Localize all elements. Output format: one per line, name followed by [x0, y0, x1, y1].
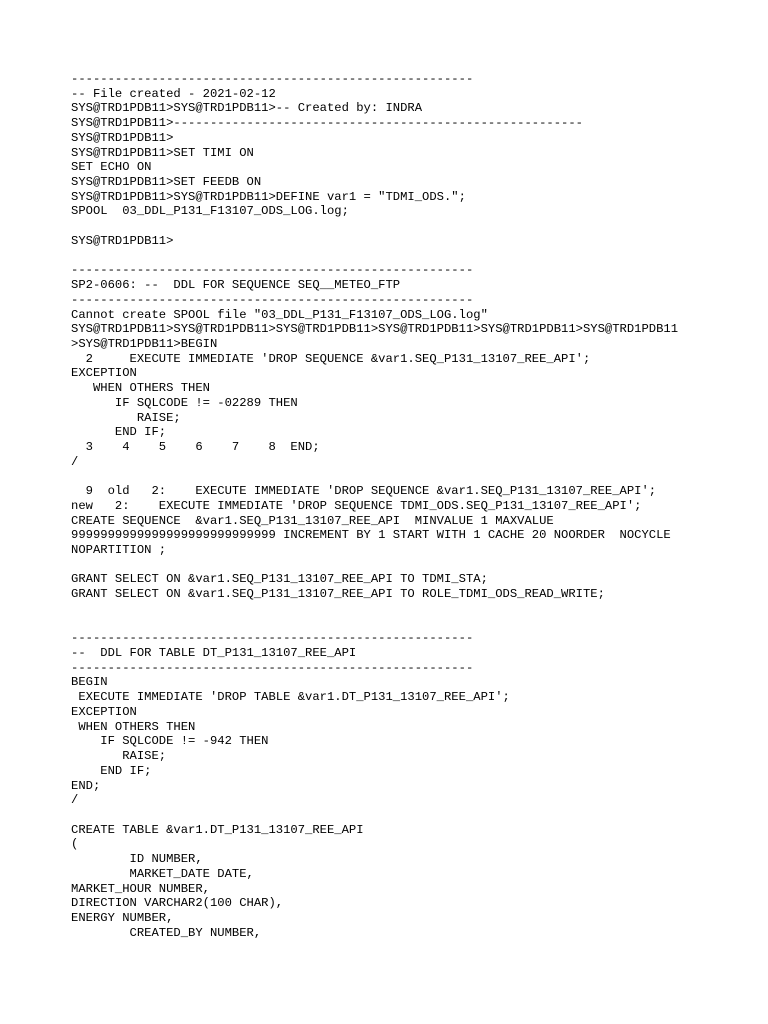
- text-line: NOPARTITION ;: [71, 543, 167, 557]
- text-line: SPOOL 03_DDL_P131_F13107_ODS_LOG.log;: [71, 204, 349, 219]
- text-line: -- File created - 2021-02-12: [71, 86, 276, 101]
- text-line: /: [71, 454, 79, 469]
- text-line: [71, 469, 761, 484]
- document-page: [71, 72, 761, 940]
- text-line: EXCEPTION: [71, 366, 137, 381]
- text-line: SYS@TRD1PDB11>SYS@TRD1PDB11>-- Created by: INDRA: [71, 101, 423, 116]
- text-line: -------------------------------------------------------: [71, 72, 474, 86]
- text-line: MARKET_DATE DATE,: [71, 866, 254, 881]
- text-line: -------------------------------------------------------: [71, 263, 474, 278]
- text-line: -------------------------------------------------------: [71, 292, 474, 307]
- text-line: SYS@TRD1PDB11>SYS@TRD1PDB11>SYS@TRD1PDB11>SYS@TRD1PDB11>SYS@TRD1PDB11>SYS@TRD1PDB11: [71, 322, 679, 337]
- text-line: SYS@TRD1PDB11>: [71, 233, 174, 248]
- text-line: (: [71, 837, 79, 852]
- text-line: 2 EXECUTE IMMEDIATE 'DROP SEQUENCE &var1.SEQ_P131_13107_REE_API';: [71, 351, 591, 366]
- text-line: BEGIN: [71, 675, 108, 690]
- text-line: GRANT SELECT ON &var1.SEQ_P131_13107_REE_API TO TDMI_STA;: [71, 572, 488, 587]
- text-line: ID NUMBER,: [71, 852, 203, 867]
- text-line: [71, 249, 761, 264]
- text-line: >SYS@TRD1PDB11>BEGIN: [71, 336, 218, 351]
- text-line: ENERGY NUMBER,: [71, 910, 174, 925]
- text-line: EXCEPTION: [71, 704, 137, 719]
- text-line: -------------------------------------------------------: [71, 631, 474, 646]
- text-line: 9 old 2: EXECUTE IMMEDIATE 'DROP SEQUENCE &var1.SEQ_P131_13107_REE_API';: [71, 484, 657, 499]
- text-line: -------------------------------------------------------: [71, 660, 474, 675]
- text-line: CREATE TABLE &var1.DT_P131_13107_REE_API: [71, 822, 364, 837]
- text-line: [71, 558, 761, 573]
- text-line: SET ECHO ON: [71, 160, 152, 175]
- text-line: Cannot create SPOOL file "03_DDL_P131_F13107_ODS_LOG.log": [71, 307, 488, 322]
- text-line: CREATED_BY NUMBER,: [71, 925, 262, 940]
- text-line: EXECUTE IMMEDIATE 'DROP TABLE &var1.DT_P131_13107_REE_API';: [71, 690, 510, 705]
- text-line: new 2: EXECUTE IMMEDIATE 'DROP SEQUENCE TDMI_ODS.SEQ_P131_13107_REE_API';: [71, 498, 642, 513]
- text-line: [71, 617, 761, 632]
- text-line: -- DDL FOR TABLE DT_P131_13107_REE_API: [71, 646, 357, 661]
- text-line: RAISE;: [71, 410, 181, 425]
- text-line: /: [71, 793, 79, 808]
- text-line: [71, 602, 761, 617]
- text-line: IF SQLCODE != -02289 THEN: [71, 395, 298, 410]
- text-line: DIRECTION VARCHAR2(100 CHAR),: [71, 896, 284, 911]
- text-line: SYS@TRD1PDB11>--------------------------------------------------------: [71, 116, 583, 131]
- text-line: END IF;: [71, 425, 167, 440]
- text-line: WHEN OTHERS THEN: [71, 381, 210, 396]
- text-line: END;: [71, 778, 101, 793]
- text-line: CREATE SEQUENCE &var1.SEQ_P131_13107_REE_API MINVALUE 1 MAXVALUE: [71, 513, 554, 528]
- text-line: WHEN OTHERS THEN: [71, 719, 196, 734]
- text-line: SYS@TRD1PDB11>SYS@TRD1PDB11>DEFINE var1 = "TDMI_ODS.";: [71, 189, 466, 204]
- text-line: IF SQLCODE != -942 THEN: [71, 734, 269, 749]
- text-line: END IF;: [71, 763, 152, 778]
- text-line: 3 4 5 6 7 8 END;: [71, 439, 320, 454]
- text-line: SYS@TRD1PDB11>SET FEEDB ON: [71, 175, 262, 190]
- text-line: RAISE;: [71, 749, 167, 764]
- text-line: [71, 808, 761, 823]
- text-line: SYS@TRD1PDB11>SET TIMI ON: [71, 145, 254, 160]
- text-line: GRANT SELECT ON &var1.SEQ_P131_13107_REE_API TO ROLE_TDMI_ODS_READ_WRITE;: [71, 587, 605, 602]
- text-line: [71, 219, 761, 234]
- text-line: 9999999999999999999999999999 INCREMENT BY 1 START WITH 1 CACHE 20 NOORDER NOCYCLE: [71, 528, 671, 543]
- text-line: SP2-0606: -- DDL FOR SEQUENCE SEQ__METEO_FTP: [71, 278, 401, 293]
- text-line: MARKET_HOUR NUMBER,: [71, 881, 210, 896]
- text-line: SYS@TRD1PDB11>: [71, 130, 174, 145]
